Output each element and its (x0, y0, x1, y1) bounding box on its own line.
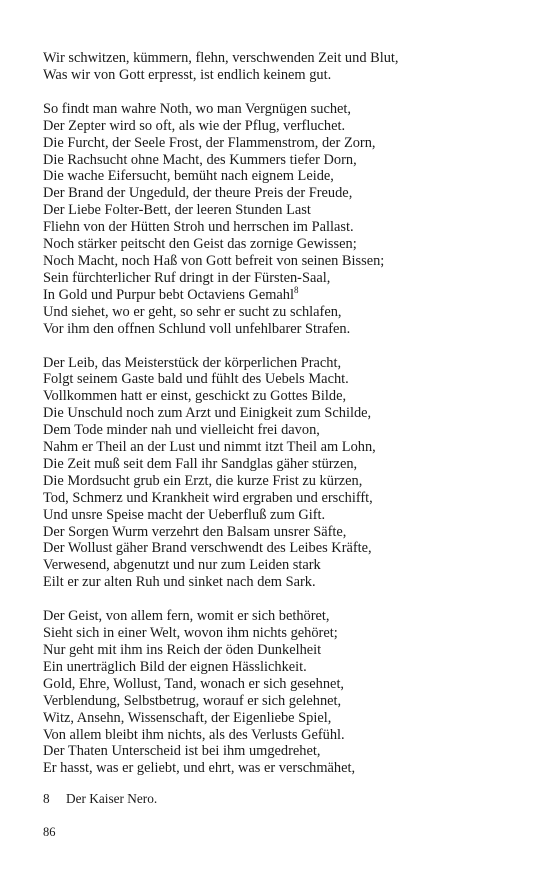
verse-line: Der Wollust gäher Brand verschwendt des Leibes Kräfte, (43, 540, 372, 557)
verse-line: Die Furcht, der Seele Frost, der Flammenstrom, der Zorn, (43, 134, 376, 151)
verse-line-with-footnote (43, 284, 523, 304)
verse-line: Die Mordsucht grub ein Erzt, die kurze Frist zu kürzen, (43, 472, 363, 489)
footnote-reference[interactable]: 8 (294, 284, 299, 295)
verse-line: Dem Tode minder nah und vielleicht frei davon, (43, 422, 320, 439)
verse-line: Verwesend, abgenutzt und nur zum Leiden stark (43, 557, 321, 574)
verse-line: Der Liebe Folter-Bett, der leeren Stunden Last (43, 202, 311, 219)
verse-line: Vollkommen hatt er einst, geschickt zu Gottes Bilde, (43, 388, 347, 405)
verse-line: Der Brand der Ungeduld, der theure Preis der Freude, (43, 185, 353, 202)
verse-line: Vor ihm den offnen Schlund voll unfehlbarer Strafen. (43, 320, 351, 337)
verse-line: Die wache Eifersucht, bemüht nach eignem Leide, (43, 168, 334, 185)
verse-line: Witz, Ansehn, Wissenschaft, der Eigenliebe Spiel, (43, 709, 332, 726)
verse-line: Eilt er zur alten Ruh und sinket nach dem Sark. (43, 574, 316, 591)
verse-line: Gold, Ehre, Wollust, Tand, wonach er sich gesehnet, (43, 675, 345, 692)
verse-line: Und unsre Speise macht der Ueberfluß zum Gift. (43, 506, 326, 523)
stanza-2 (43, 101, 523, 338)
stanza-3 (43, 355, 523, 592)
verse-line: Sieht sich in einer Welt, wovon ihm nichts gehöret; (43, 625, 338, 642)
footnote-number: 8 (43, 791, 50, 806)
verse-line: Nahm er Theil an der Lust und nimmt itzt Theil am Lohn, (43, 439, 376, 456)
verse-line: Die Rachsucht ohne Macht, des Kummers tiefer Dorn, (43, 151, 357, 168)
verse-line: Tod, Schmerz und Krankheit wird ergraben und erschifft, (43, 489, 373, 506)
page-number: 86 (43, 825, 56, 839)
stanza-1 (43, 50, 523, 84)
verse-line: Nur geht mit ihm ins Reich der öden Dunkelheit (43, 642, 322, 658)
verse-line: So findt man wahre Noth, wo man Vergnügen suchet, (43, 100, 352, 117)
verse-line: Verblendung, Selbstbetrug, worauf er sich gelehnet, (43, 692, 342, 709)
verse-line: Der Thaten Unterscheid ist bei ihm umgedrehet, (43, 743, 321, 760)
verse-line: Noch stärker peitscht den Geist das zornige Gewissen; (43, 236, 357, 253)
verse-line: Ein unerträglich Bild der eignen Hässlichkeit. (43, 658, 307, 675)
verse-line: Der Zepter wird so oft, als wie der Pflug, verfluchet. (43, 117, 346, 134)
verse-line: Von allem bleibt ihm nichts, als des Verlusts Gefühl. (43, 726, 345, 743)
verse-line: Die Zeit muß seit dem Fall ihr Sandglas gäher stürzen, (43, 455, 358, 472)
verse-line-text: In Gold und Purpur bebt Octaviens Gemahl (43, 286, 294, 303)
verse-line: Wir schwitzen, kümmern, flehn, verschwenden Zeit und Blut, (43, 50, 399, 66)
stanza-4 (43, 608, 523, 777)
verse-line: Folgt seinem Gaste bald und fühlt des Uebels Macht. (43, 371, 349, 388)
poem-text (43, 50, 523, 794)
verse-line: Er hasst, was er geliebt, und ehrt, was er verschmähet, (43, 760, 356, 777)
verse-line: Die Unschuld noch zum Arzt und Einigkeit zum Schilde, (43, 405, 372, 422)
verse-line: Der Geist, von allem fern, womit er sich bethöret, (43, 608, 330, 625)
footnote-text: Der Kaiser Nero. (66, 791, 158, 806)
verse-line: Sein fürchterlicher Ruf dringt in der Fürsten-Saal, (43, 269, 331, 286)
footnote (43, 791, 157, 807)
verse-line: Noch Macht, noch Haß von Gott befreit von seinen Bissen; (43, 252, 385, 269)
verse-line: Was wir von Gott erpresst, ist endlich keinem gut. (43, 66, 332, 83)
verse-line: Der Sorgen Wurm verzehrt den Balsam unsrer Säfte, (43, 523, 347, 540)
verse-line: Fliehn von der Hütten Stroh und herrschen im Pallast. (43, 219, 354, 236)
verse-line: Der Leib, das Meisterstück der körperlichen Pracht, (43, 354, 342, 371)
verse-line: Und siehet, wo er geht, so sehr er sucht zu schlafen, (43, 303, 342, 320)
